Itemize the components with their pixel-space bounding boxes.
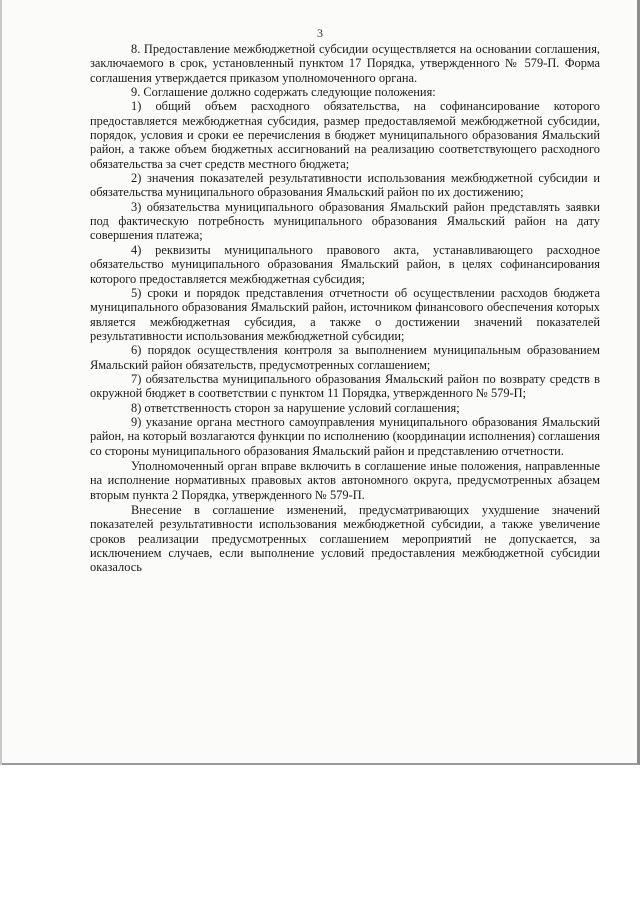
paragraph-other-provisions: Уполномоченный орган вправе включить в соглашение иные положения, направленные на исполнение нормативных правовых актов автономного округа, предусмотренных абзацем вторым пункта 2 Порядка, утвержденного № 579-П. (90, 458, 600, 502)
list-item-8: 8) ответственность сторон за нарушение условий соглашения; (131, 400, 460, 415)
list-item-7: 7) обязательства муниципального образования Ямальский район по возврату средств в окружной бюджет в соответствии с пунктом 11 Порядка, утвержденного № 579-П; (90, 371, 600, 401)
paragraph-8: 8. Предоставление межбюджетной субсидии осуществляется на основании соглашения, заключаемого в срок, установленный пунктом 17 Порядка, утвержденного № 579-П. Форма соглашения утверждается приказом уполномоченного органа. (90, 42, 600, 85)
document-body (90, 42, 600, 575)
paragraph-9: 9. Соглашение должно содержать следующие положения: (131, 85, 436, 100)
list-item-6: 6) порядок осуществления контроля за выполнением муниципальным образованием Ямальский район обязательств, предусмотренных соглашением; (90, 343, 600, 372)
list-item-9: 9) указание органа местного самоуправления муниципального образования Ямальский район, на который возлагаются функции по исполнению (координации исполнения) соглашения со стороны муниципального образования Ямальский район и представлению отчетности. (90, 414, 600, 458)
list-item-1: 1) общий объем расходного обязательства, на софинансирование которого предоставляется межбюджетная субсидия, размер предоставляемой межбюджетной субсидии, порядок, условия и сроки ее перечисления в бюджет муниципального образования Ямальский район, а также объем бюджетных ассигнований на реализацию соответствующего расходного обязательства за счет средств местного бюджета; (90, 99, 600, 171)
paragraph-amendments: Внесение в соглашение изменений, предусматривающих ухудшение значений показателей результативности использования межбюджетной субсидии, а также увеличение сроков реализации предусмотренных соглашением мероприятий не допускается, за исключением случаев, если выполнение условий предоставления межбюджетной субсидии оказалось (90, 503, 600, 575)
list-item-2: 2) значения показателей результативности использования межбюджетной субсидии и обязательства муниципального образования Ямальский район по их достижению; (90, 171, 600, 200)
list-item-4: 4) реквизиты муниципального правового акта, устанавливающего расходное обязательство муниципального образования Ямальский район, в целях софинансирования которого предоставляется межбюджетная субсидия; (90, 242, 600, 286)
page-number: 3 (317, 26, 323, 40)
scan-edge (0, 0, 2, 765)
list-item-3: 3) обязательства муниципального образования Ямальский район представлять заявки под фактическую потребность муниципального образования Ямальский район на дату совершения платежа; (90, 199, 600, 243)
list-item-5: 5) сроки и порядок представления отчетности об осуществлении расходов бюджета муниципального образования Ямальский район, источником финансового обеспечения которых является межбюджетная субсидия, а также о достижении значений показателей результативности использования межбюджетной субсидии; (90, 285, 600, 343)
